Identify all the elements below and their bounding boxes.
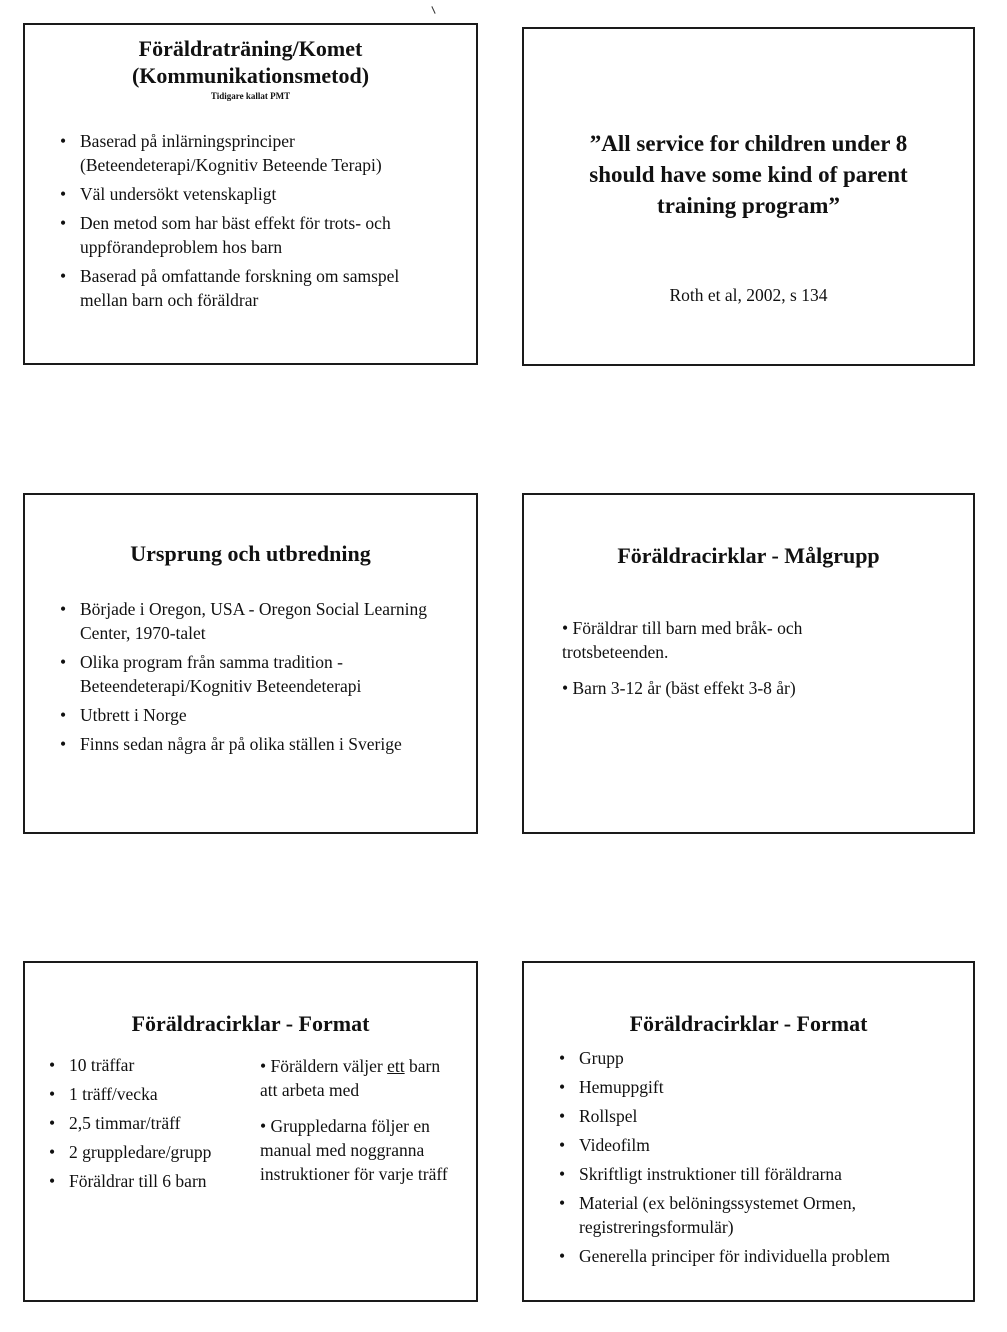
- bullet-item: • 10 träffar: [47, 1053, 262, 1077]
- bullet-item: • Hemuppgift: [557, 1075, 957, 1099]
- slide-6-format: [522, 961, 975, 1302]
- scan-speck: [974, 1301, 975, 1302]
- bullet-item: • Finns sedan några år på olika ställen i Sverige: [58, 732, 438, 756]
- slide-2-citation: Roth et al, 2002, s 134: [669, 285, 828, 305]
- right-item-1-post: barn att arbeta med: [260, 1056, 441, 1100]
- slide-1-subtitle: Tidigare kallat PMT: [210, 91, 291, 101]
- bullet-item: • Material (ex belöningssystemet Ormen, registreringsformulär): [557, 1191, 957, 1239]
- slide-4-target-group: [522, 493, 975, 834]
- slide-3-bullet-list: [58, 597, 438, 761]
- scan-speck: [431, 6, 435, 14]
- bullet-item: • Grupp: [557, 1046, 957, 1070]
- slide-1-title: [25, 35, 476, 89]
- slide-3-title: Ursprung och utbredning: [130, 541, 371, 566]
- slide-5-bullet-list: [47, 1053, 262, 1198]
- bullet-item: • Den metod som har bäst effekt för trots- och uppförandeproblem hos barn: [58, 211, 443, 259]
- slide-1-parent-training: [23, 23, 478, 365]
- slide-2-quote: [522, 27, 975, 366]
- list-item: • Föräldrar till barn med bråk- och trotsbeteenden.: [562, 618, 803, 662]
- slide-5-right-column: [260, 1054, 460, 1198]
- bullet-item: • Väl undersökt vetenskapligt: [58, 182, 443, 206]
- bullet-item: • Började i Oregon, USA - Oregon Social Learning Center, 1970-talet: [58, 597, 438, 645]
- bullet-item: • Föräldrar till 6 barn: [47, 1169, 262, 1193]
- slide-1-bullet-list: [58, 129, 443, 317]
- slide-4-item-list: [562, 616, 882, 712]
- slide-1-title-line-1: Föräldraträning/Komet: [138, 36, 363, 61]
- bullet-item: • Utbrett i Norge: [58, 703, 438, 727]
- bullet-item: • Baserad på omfattande forskning om samspel mellan barn och föräldrar: [58, 264, 443, 312]
- bullet-item: • 1 träff/vecka: [47, 1082, 262, 1106]
- slide-6-bullet-list: [557, 1046, 957, 1273]
- slide-3-origin: [23, 493, 478, 834]
- right-item-1-underlined: ett: [387, 1056, 405, 1076]
- bullet-item: • Rollspel: [557, 1104, 957, 1128]
- bullet-item: • Generella principer för individuella problem: [557, 1244, 957, 1268]
- slide-5-title: Föräldracirklar - Format: [131, 1011, 370, 1036]
- bullet-item: • 2 gruppledare/grupp: [47, 1140, 262, 1164]
- bullet-item: • Skriftligt instruktioner till föräldrarna: [557, 1162, 957, 1186]
- right-column-item: • Gruppledarna följer en manual med noggranna instruktioner för varje träff: [260, 1116, 448, 1184]
- bullet-item: • 2,5 timmar/träff: [47, 1111, 262, 1135]
- slide-2-quote-text: ”All service for children under 8 should have some kind of parent training program”: [589, 131, 908, 218]
- slide-5-format: [23, 961, 478, 1302]
- bullet-item: • Videofilm: [557, 1133, 957, 1157]
- right-item-1-pre: • Föräldern väljer: [260, 1056, 388, 1076]
- slide-6-title: Föräldracirklar - Format: [629, 1011, 868, 1036]
- slide-4-title: Föräldracirklar - Målgrupp: [617, 543, 880, 568]
- slide-1-title-line-2: (Kommunikationsmetod): [131, 63, 370, 88]
- list-item: • Barn 3-12 år (bäst effekt 3-8 år): [562, 678, 796, 698]
- bullet-item: • Baserad på inlärningsprinciper (Beteendeterapi/Kognitiv Beteende Terapi): [58, 129, 443, 177]
- bullet-item: • Olika program från samma tradition - Beteendeterapi/Kognitiv Beteendeterapi: [58, 650, 438, 698]
- right-column-item: [260, 1054, 460, 1102]
